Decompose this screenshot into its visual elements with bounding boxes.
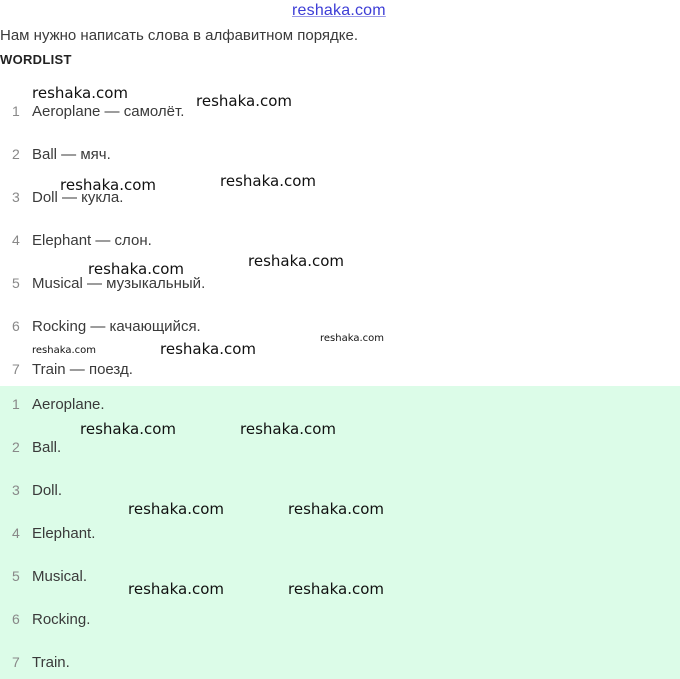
item-number: 5 xyxy=(12,568,20,584)
item-number: 4 xyxy=(12,232,20,248)
watermark: reshaka.com xyxy=(32,345,96,356)
item-number: 7 xyxy=(12,654,20,670)
watermark: reshaka.com xyxy=(220,172,316,190)
intro-text: Нам нужно написать слова в алфавитном порядке. xyxy=(0,27,358,44)
item-text: Doll — кукла. xyxy=(32,189,124,206)
watermark: reshaka.com xyxy=(88,260,184,278)
item-number: 1 xyxy=(12,396,20,412)
item-text: Doll. xyxy=(32,482,63,499)
item-text: Ball. xyxy=(32,439,62,456)
item-text: Ball — мяч. xyxy=(32,146,111,163)
item-text: Rocking. xyxy=(32,611,91,628)
item-text: Rocking — качающийся. xyxy=(32,318,201,335)
item-text: Musical — музыкальный. xyxy=(32,275,206,292)
item-text: Train. xyxy=(32,654,70,671)
item-number: 4 xyxy=(12,525,20,541)
item-number: 3 xyxy=(12,482,20,498)
item-text: Aeroplane. xyxy=(32,396,105,413)
item-text: Train — поезд. xyxy=(32,361,133,378)
watermark: reshaka.com xyxy=(240,420,336,438)
item-number: 2 xyxy=(12,439,20,455)
watermark: reshaka.com xyxy=(128,500,224,518)
watermark: reshaka.com xyxy=(320,333,384,344)
watermark: reshaka.com xyxy=(60,176,156,194)
item-text: Musical. xyxy=(32,568,88,585)
watermark: reshaka.com xyxy=(160,340,256,358)
site-logo[interactable]: reshaka.com xyxy=(292,2,386,19)
watermark: reshaka.com xyxy=(288,500,384,518)
item-text: Elephant. xyxy=(32,525,96,542)
watermark: reshaka.com xyxy=(288,580,384,598)
item-number: 1 xyxy=(12,103,20,119)
watermark: reshaka.com xyxy=(248,252,344,270)
item-number: 5 xyxy=(12,275,20,291)
item-number: 6 xyxy=(12,318,20,334)
section-title: WORDLIST xyxy=(0,52,72,67)
watermark: reshaka.com xyxy=(80,420,176,438)
item-number: 7 xyxy=(12,361,20,377)
item-number: 3 xyxy=(12,189,20,205)
watermark: reshaka.com xyxy=(196,92,292,110)
item-text: Elephant — слон. xyxy=(32,232,152,249)
watermark: reshaka.com xyxy=(128,580,224,598)
item-number: 6 xyxy=(12,611,20,627)
item-text: Aeroplane — самолёт. xyxy=(32,103,185,120)
item-number: 2 xyxy=(12,146,20,162)
watermark: reshaka.com xyxy=(32,84,128,102)
